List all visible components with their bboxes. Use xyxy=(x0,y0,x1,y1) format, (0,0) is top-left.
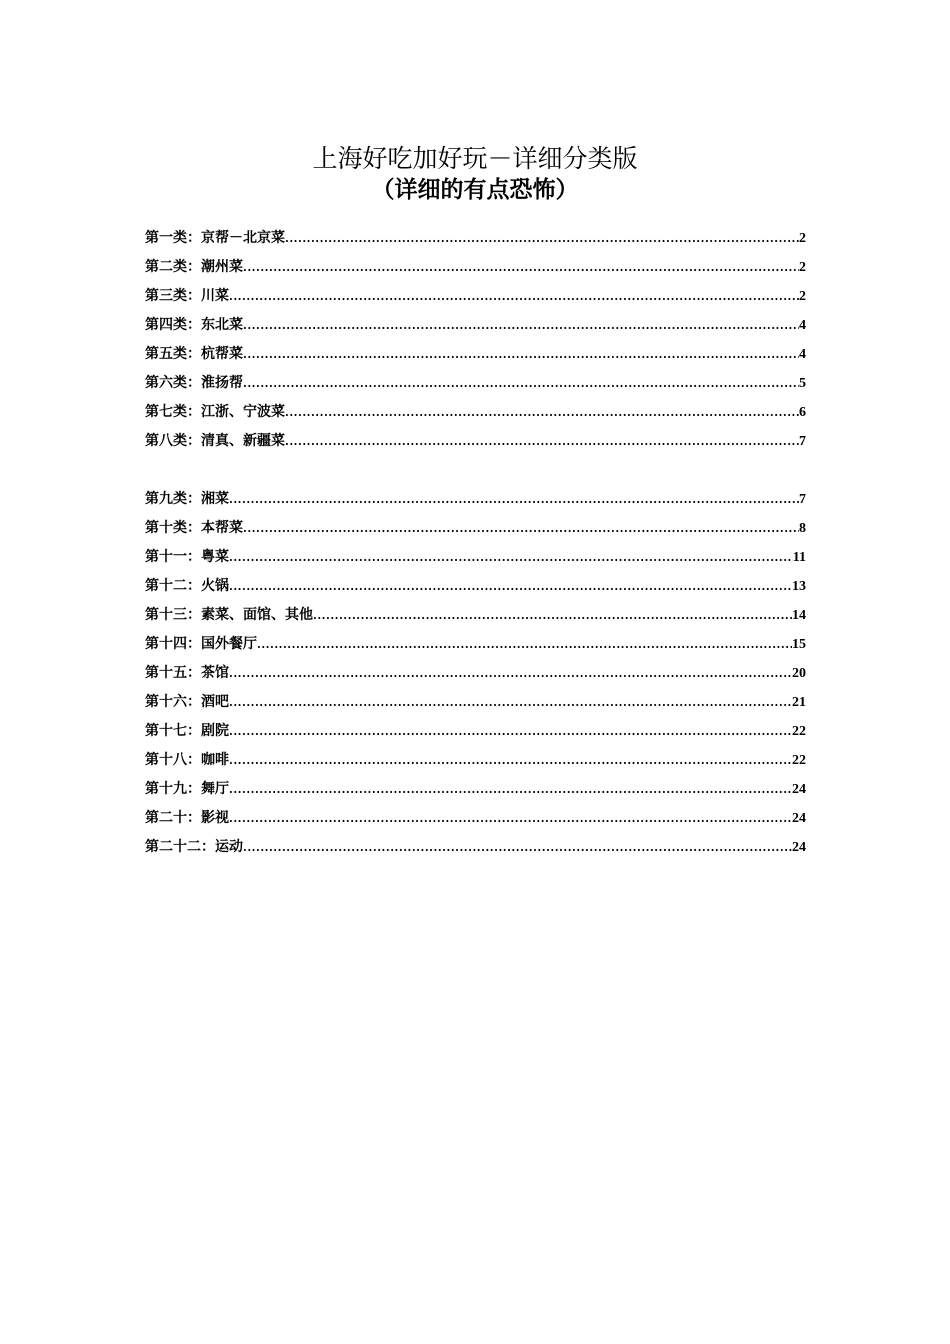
toc-leader-dots xyxy=(285,432,799,452)
toc-entry-page: 20 xyxy=(792,666,806,681)
toc-entry-label: 第十类：本帮菜 xyxy=(145,520,243,536)
toc-entry-page: 8 xyxy=(799,521,806,536)
toc-entry-label: 第七类：江浙、宁波菜 xyxy=(145,404,285,420)
toc-entry-label: 第十一：粤菜 xyxy=(145,549,229,565)
toc-entry-label: 第十七：剧院 xyxy=(145,723,229,739)
toc-entry-page: 7 xyxy=(799,492,806,507)
toc-entry-label: 第十二：火锅 xyxy=(145,578,229,594)
toc-entry-label: 第二类：潮州菜 xyxy=(145,259,243,275)
toc-entry-page: 5 xyxy=(799,376,806,391)
toc-leader-dots xyxy=(243,258,799,278)
toc-entry-label: 第十八：咖啡 xyxy=(145,752,229,768)
toc-leader-dots xyxy=(243,374,799,394)
toc-leader-dots xyxy=(229,287,799,307)
toc-entry[interactable] xyxy=(145,518,806,538)
toc-leader-dots xyxy=(229,751,792,771)
toc-entry[interactable] xyxy=(145,605,806,625)
toc-entry-label: 第六类：淮扬帮 xyxy=(145,375,243,391)
toc-entry-label: 第三类：川菜 xyxy=(145,288,229,304)
toc-entry[interactable] xyxy=(145,779,806,799)
toc-entry-page: 24 xyxy=(792,840,806,855)
toc-leader-dots xyxy=(229,693,792,713)
toc-entry-page: 2 xyxy=(799,231,806,246)
toc-entry-label: 第十五：茶馆 xyxy=(145,665,229,681)
toc-entry-label: 第九类：湘菜 xyxy=(145,491,229,507)
toc-entry-page: 24 xyxy=(792,811,806,826)
toc-entry-page: 15 xyxy=(792,637,806,652)
toc-leader-dots xyxy=(229,577,792,597)
toc-entry-page: 22 xyxy=(792,724,806,739)
toc-entry-page: 24 xyxy=(792,782,806,797)
toc-entry-page: 6 xyxy=(799,405,806,420)
toc-entry[interactable] xyxy=(145,489,806,509)
toc-entry[interactable] xyxy=(145,228,806,248)
toc-entry-label: 第二十二：运动 xyxy=(145,839,243,855)
toc-entry-label: 第十九：舞厅 xyxy=(145,781,229,797)
toc-entry[interactable] xyxy=(145,344,806,364)
toc-entry[interactable] xyxy=(145,808,806,828)
toc-entry[interactable] xyxy=(145,402,806,422)
toc-entry[interactable] xyxy=(145,286,806,306)
toc-leader-dots xyxy=(243,316,799,336)
document-subtitle: （详细的有点恐怖） xyxy=(371,176,579,203)
toc-entry-page: 4 xyxy=(799,347,806,362)
toc-entry-page: 2 xyxy=(799,289,806,304)
toc-leader-dots xyxy=(243,838,792,858)
toc-entry[interactable] xyxy=(145,315,806,335)
toc-leader-dots xyxy=(229,664,792,684)
toc-entry[interactable] xyxy=(145,257,806,277)
document-title: 上海好吃加好玩－详细分类版 xyxy=(312,144,638,173)
toc-entry[interactable] xyxy=(145,431,806,451)
toc-leader-dots xyxy=(229,809,792,829)
toc-entry-page: 21 xyxy=(792,695,806,710)
toc-entry[interactable] xyxy=(145,547,806,567)
toc-leader-dots xyxy=(229,490,799,510)
toc-entry-page: 7 xyxy=(799,434,806,449)
toc-leader-dots xyxy=(229,780,792,800)
toc-leader-dots xyxy=(285,403,799,423)
toc-entry-label: 第五类：杭帮菜 xyxy=(145,346,243,362)
toc-entry-label: 第二十：影视 xyxy=(145,810,229,826)
toc-entry-label: 第十三：素菜、面馆、其他 xyxy=(145,607,313,623)
toc-entry-page: 13 xyxy=(792,579,806,594)
toc-entry-page: 22 xyxy=(792,753,806,768)
toc-leader-dots xyxy=(285,229,799,249)
toc-leader-dots xyxy=(313,606,792,626)
toc-entry[interactable] xyxy=(145,373,806,393)
toc-entry-label: 第十四：国外餐厅 xyxy=(145,636,257,652)
toc-entry[interactable] xyxy=(145,663,806,683)
toc-leader-dots xyxy=(243,519,799,539)
toc-entry[interactable] xyxy=(145,721,806,741)
toc-entry-label: 第十六：酒吧 xyxy=(145,694,229,710)
toc-leader-dots xyxy=(229,548,793,568)
toc-entry-label: 第八类：清真、新疆菜 xyxy=(145,433,285,449)
toc-entry-label: 第四类：东北菜 xyxy=(145,317,243,333)
toc-entry[interactable] xyxy=(145,837,806,857)
toc-entry-page: 11 xyxy=(792,550,806,565)
toc-entry-page: 2 xyxy=(799,260,806,275)
toc-leader-dots xyxy=(229,722,792,742)
toc-entry[interactable] xyxy=(145,750,806,770)
toc-entry[interactable] xyxy=(145,576,806,596)
toc-entry-page: 14 xyxy=(792,608,806,623)
toc-entry-label: 第一类：京帮－北京菜 xyxy=(145,230,285,246)
toc-entry-page: 4 xyxy=(799,318,806,333)
toc-leader-dots xyxy=(257,635,792,655)
toc-entry[interactable] xyxy=(145,692,806,712)
toc-entry[interactable] xyxy=(145,634,806,654)
toc-leader-dots xyxy=(243,345,799,365)
